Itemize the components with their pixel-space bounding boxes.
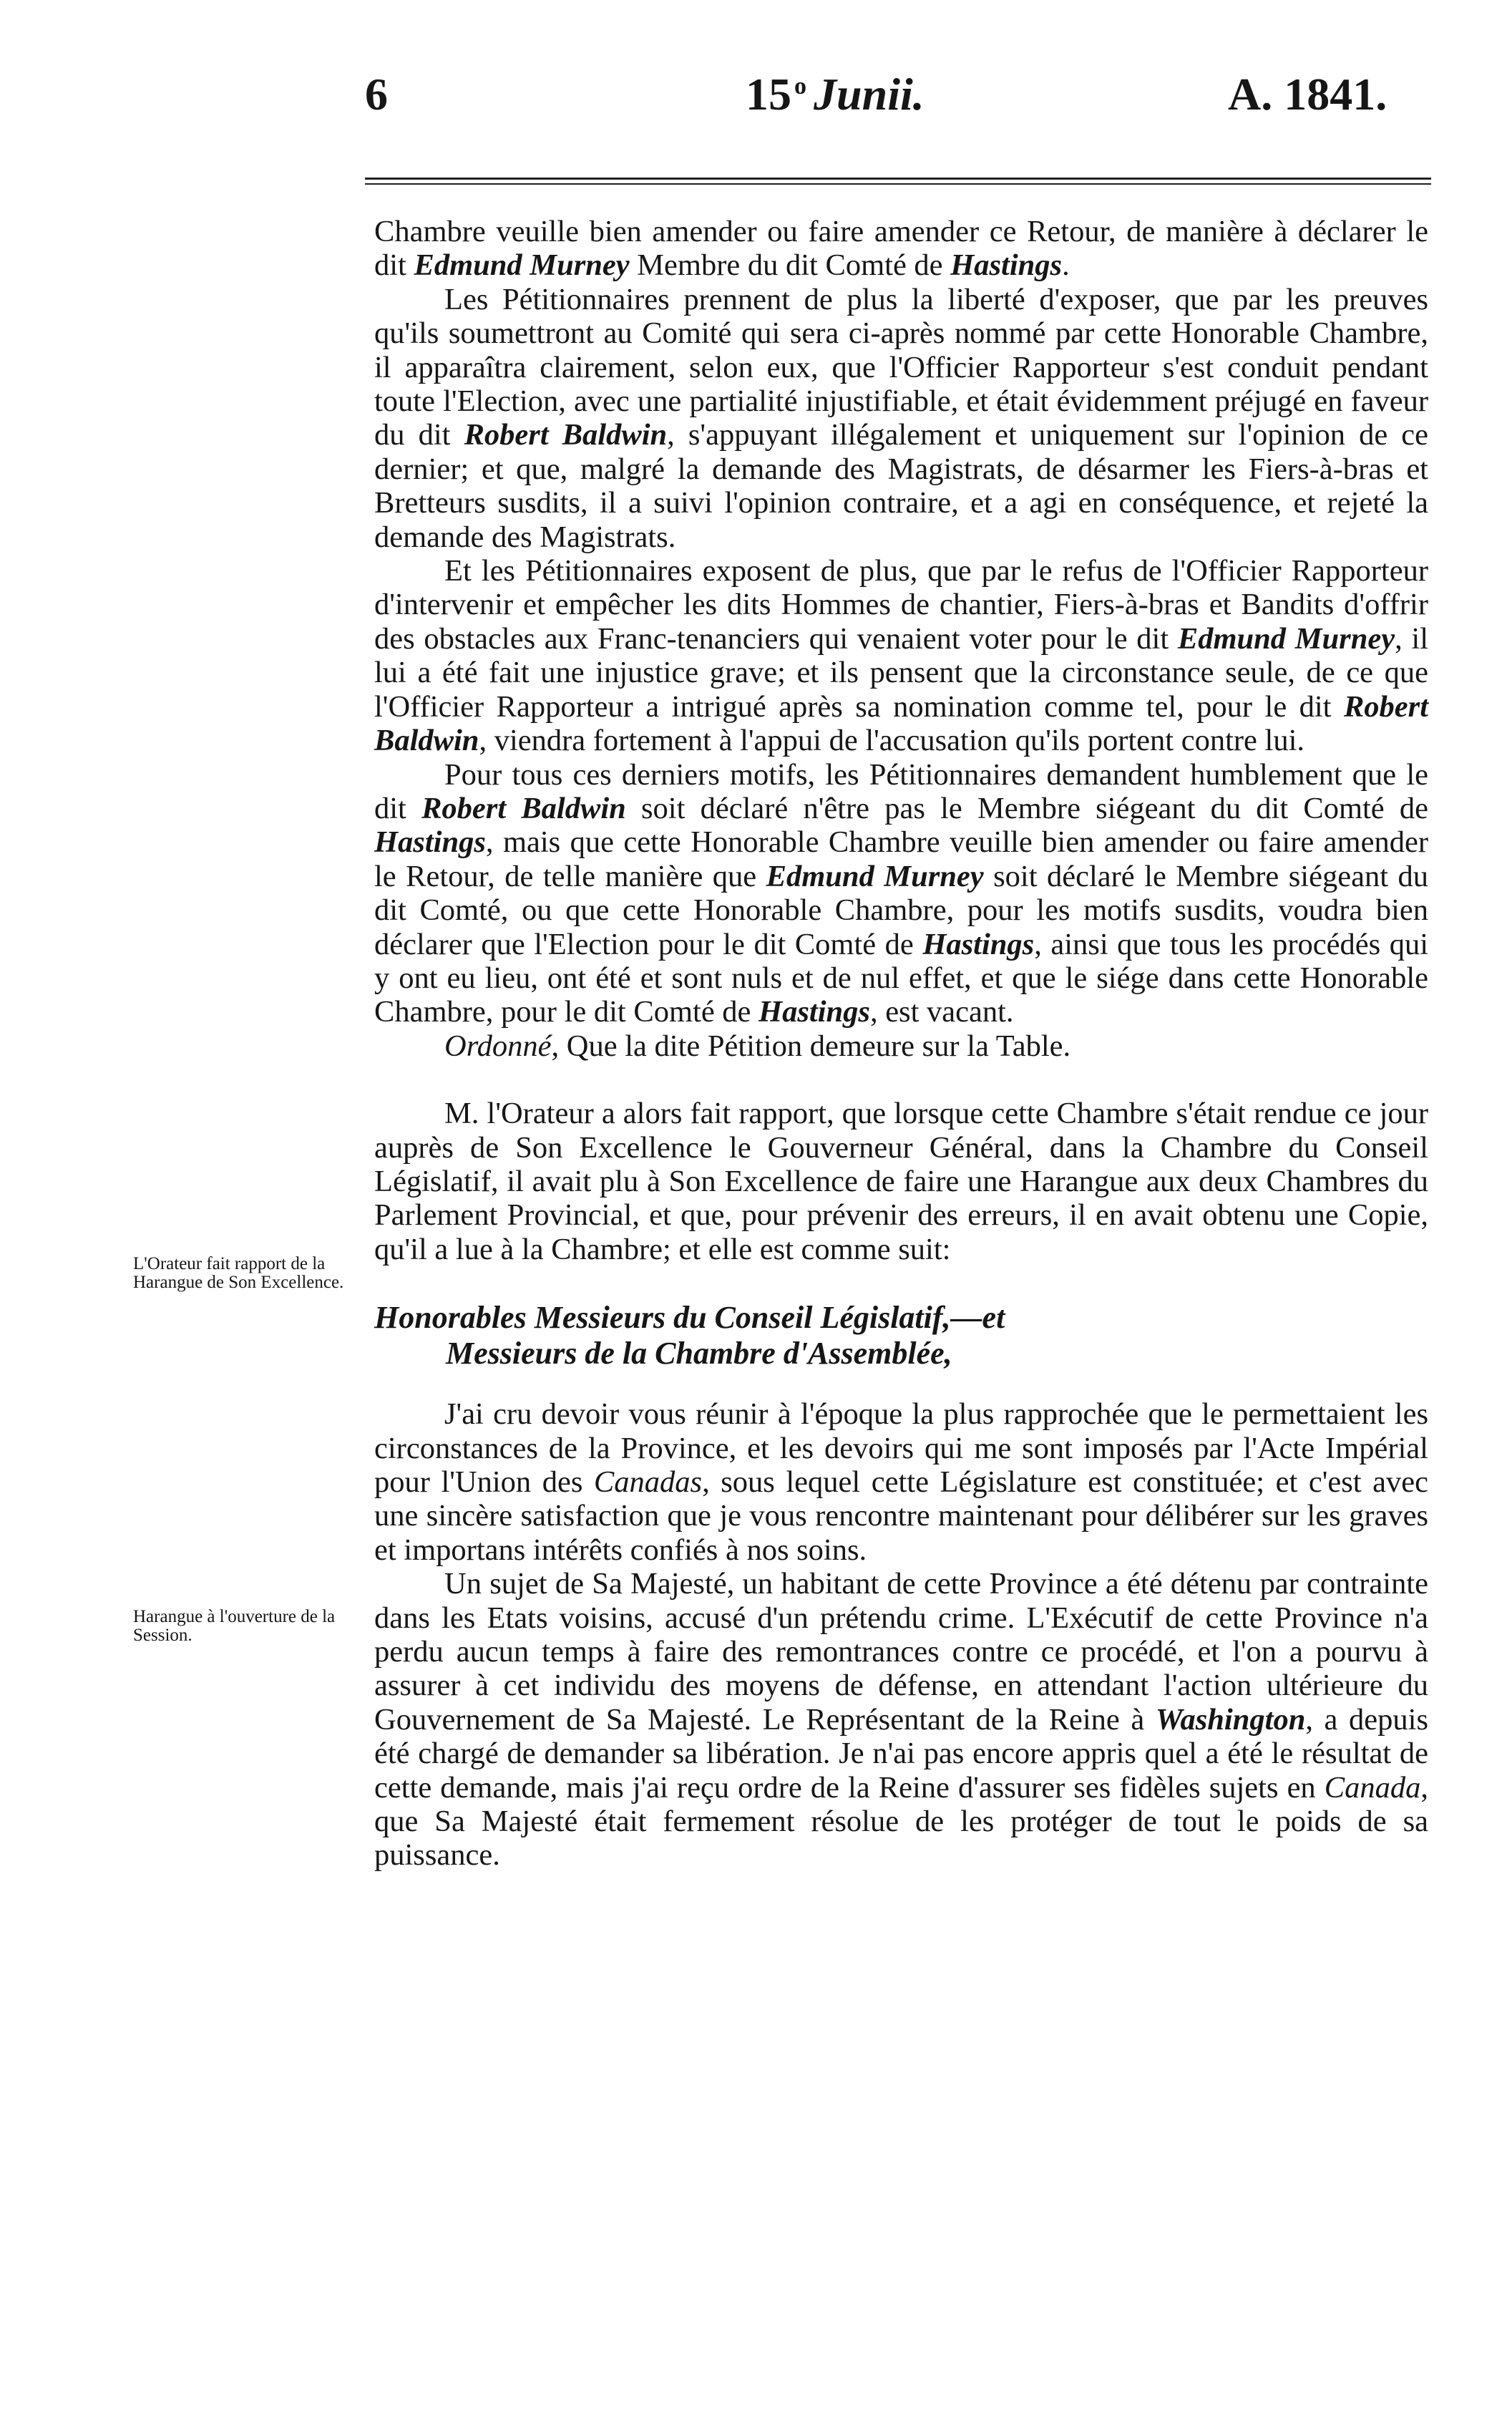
emphasized-name: Hastings [950,248,1063,283]
text-run: , est vacant. [869,995,1014,1029]
text-run: Pour tous ces derniers motifs, les Pétitionnaires demandent humblement que le dit [374,757,1428,825]
margin-note-opening-speech: Harangue à l'ouverture de la Session. [133,1607,336,1645]
paragraph-speaker-report [374,1097,1428,1266]
emphasized-name: Robert Baldwin [421,791,626,825]
spacer [374,1266,1428,1300]
emphasized-name: Hastings [374,825,486,860]
text-run: , mais que cette Honorable Chambre veuille bien amender ou faire amender le Retour, de telle manière que [374,825,1428,893]
text-run: Un sujet de Sa Majesté, un habitant de cette Province a été détenu par contrainte dans les Etats voisins, accusé d'un prétendu crime. L'Exécutif de cette Province n'a perdu aucun temps à faire des remontrances contre ce procédé, et l'on a pourvu à assurer à cet individu des moyens de défense, en attendant l'action ultérieure du Gouvernement de Sa Majesté. Le Représentant de la Reine à [374,1567,1428,1737]
emphasized-name: Edmund Murney [1177,621,1395,656]
text-run: J'ai cru devoir vous réunir à l'époque la plus rapprochée que le permettaient les circonstances de la Province, et les devoirs qui me sont imposés par l'Acte Impérial pour l'Union des [374,1397,1428,1499]
paragraph-order [374,1029,1428,1063]
text-run: soit déclaré le Membre siégeant du dit Comté, ou que cette Honorable Chambre, pour les motifs susdits, voudra bien déclarer que l'Election pour le dit Comté de [374,859,1428,961]
spacer [374,1371,1428,1397]
text-run: , s'appuyant illégalement et uniquement sur l'opinion de ce dernier; et que, malgré la demande des Magistrats, de désarmer les Fiers-à-bras et Bretteurs susdits, il a suivi l'opinion contraire, et a agi en conséquence, et rejeté la demande des Magistrats. [374,418,1429,554]
emphasized-name: Robert Baldwin [374,689,1428,758]
emphasized-name: Hastings [759,995,870,1029]
text-run: , Que la dite Pétition demeure sur la Table. [551,1029,1071,1063]
text-run: , a depuis été chargé de demander sa libération. Je n'ai pas encore appris quel a été le résultat de cette demande, mais j'ai reçu ordre de la Reine d'assurer ses fidèles sujets en [374,1702,1428,1805]
text-run: M. l'Orateur a alors fait rapport, que lorsque cette Chambre s'était rendue ce jour auprès de Son Excellence le Gouverneur Général, dans la Chambre du Conseil Législatif, il avait plu à Son Excellence de faire une Harangue aux deux Chambres du Parlement Provincial, et que, pour prévenir des erreurs, il en avait obtenu une Copie, qu'il a lue à la Chambre; et elle est comme suit: [374,1097,1428,1266]
text-run: Les Pétitionnaires prennent de plus la liberté d'exposer, que par les preuves qu'ils soumettront au Comité qui sera ci-après nommé par cette Honorable Chambre, il apparaîtra clairement, selon eux, que l'Officier Rapporteur s'est conduit pendant toute l'Election, avec une partialité injustifiable, et était évidemment préjugé en faveur du dit [374,282,1428,452]
paragraph-returning-officer-partiality [374,283,1428,554]
text-run: Et les Pétitionnaires exposent de plus, que par le refus de l'Officier Rapporteur d'intervenir et empêcher les dits Hommes de chantier, Fiers-à-bras et Bandits d'offrir des obstacles aux Franc-tenanciers qui venaient voter pour le dit [374,554,1428,656]
text-run: . [1062,248,1070,283]
main-text-column [374,215,1428,1873]
italic-text: Ordonné [444,1029,552,1063]
emphasized-name: Edmund Murney [414,248,630,283]
header-year: A. 1841. [1228,69,1387,120]
header-date-sup: o [794,73,806,99]
text-run: , ainsi que tous les procédés qui y ont eu lieu, ont été et sont nuls et de nul effet, et que le siége dans cette Honorable Chambre, pour le dit Comté de [374,927,1429,1029]
spacer [374,1063,1428,1097]
header-date-day: 15 [746,69,791,120]
paragraph-speech-detained-subject [374,1567,1428,1873]
header-rule-thick [365,178,1431,180]
speech-address-line1: Honorables Messieurs du Conseil Législatif,—et [374,1300,1005,1336]
emphasized-name: Robert Baldwin [464,418,668,452]
text-run: Chambre veuille bien amender ou faire amender ce Retour, de manière à déclarer le dit [374,215,1428,283]
text-run: , sous lequel cette Législature est constituée; et c'est avec une sincère satisfaction que je vous rencontre maintenant pour délibérer sur les graves et importans intérêts confiés à nos soins. [374,1465,1428,1567]
text-run: Membre du dit Comté de [629,248,951,283]
italic-text: Canada [1324,1770,1421,1805]
margin-note-speaker-report: L'Orateur fait rapport de la Harangue de Son Excellence. [133,1254,344,1292]
text-run: , viendra fortement à l'appui de l'accusation qu'ils portent contre lui. [479,724,1305,758]
speech-address [374,1300,1428,1371]
italic-text: Canadas [593,1465,703,1499]
text-run: , que Sa Majesté était fermement résolue de les protéger de tout le poids de sa puissance. [374,1770,1428,1873]
paragraph-refusal-to-intervene [374,554,1428,757]
emphasized-name: Edmund Murney [766,859,984,893]
speech-address-line2: Messieurs de la Chambre d'Assemblée, [446,1336,952,1371]
header-date [746,69,925,120]
header-date-month: Junii. [814,69,925,120]
emphasized-name: Hastings [922,927,1035,961]
text-run: soit déclaré n'être pas le Membre siégeant du dit Comté de [625,791,1428,825]
header-rule-thin [365,183,1431,185]
text-run: , il lui a été fait une injustice grave; et ils pensent que la circonstance seule, de ce que l'Officier Rapporteur a intrigué après sa nomination comme tel, pour le dit [374,621,1429,724]
page-number: 6 [365,69,388,120]
paragraph-speech-opening [374,1397,1428,1567]
emphasized-name: Washington [1155,1702,1306,1737]
paragraph-return-amendment [374,215,1428,283]
paragraph-petitioners-request [374,758,1428,1029]
